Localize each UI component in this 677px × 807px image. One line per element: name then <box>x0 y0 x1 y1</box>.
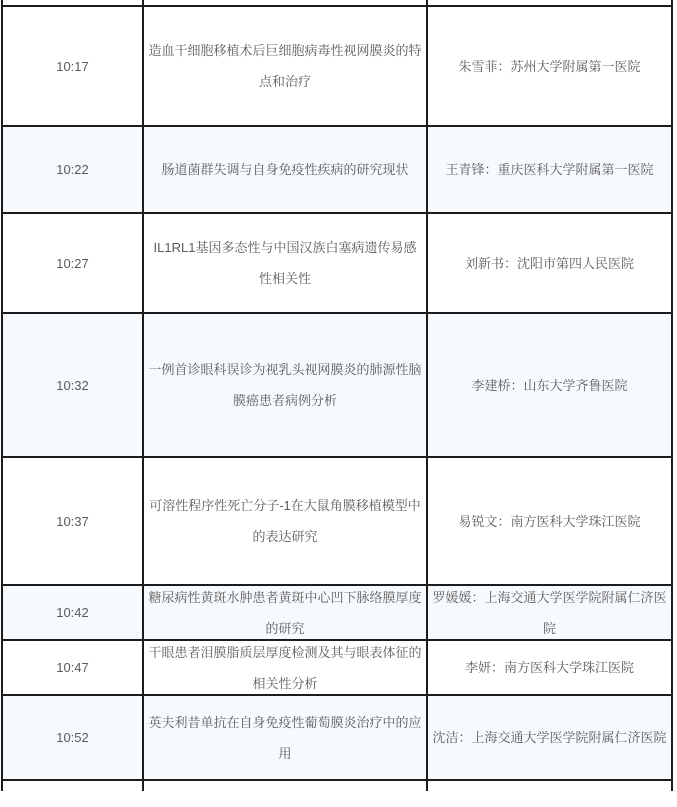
session-time: 10:47 <box>56 660 89 675</box>
speaker-cell <box>426 314 671 456</box>
time-cell <box>3 586 142 639</box>
speaker-cell <box>426 458 671 584</box>
schedule-rows <box>1 7 673 781</box>
schedule-row <box>1 314 673 458</box>
presentation-title: 糖尿病性黄斑水肿患者黄斑中心凹下脉络膜厚度的研究 <box>148 589 422 636</box>
speaker-cell <box>426 0 671 5</box>
speaker-affiliation: 朱雪菲：苏州大学附属第一医院 <box>458 58 641 74</box>
speaker-cell <box>426 7 671 125</box>
presentation-title: 造血干细胞移植术后巨细胞病毒性视网膜炎的特点和治疗 <box>148 43 422 89</box>
session-time: 10:17 <box>56 58 89 74</box>
time-cell <box>3 458 142 584</box>
time-cell <box>3 641 142 694</box>
time-cell <box>3 0 142 5</box>
speaker-affiliation: 易锐文：南方医科大学珠江医院 <box>458 513 641 529</box>
speaker-affiliation: 李建桥：山东大学齐鲁医院 <box>471 377 628 393</box>
title-cell <box>142 586 426 639</box>
title-cell <box>142 0 426 5</box>
schedule-row <box>1 127 673 214</box>
speaker-affiliation: 沈洁：上海交通大学医学院附属仁济医院 <box>432 730 667 745</box>
presentation-title: IL1RL1基因多态性与中国汉族白塞病遗传易感性相关性 <box>153 240 417 286</box>
presentation-title: 英夫利昔单抗在自身免疫性葡萄膜炎治疗中的应用 <box>148 714 422 761</box>
schedule-row <box>1 696 673 781</box>
session-time: 10:52 <box>56 730 89 745</box>
time-cell <box>3 314 142 456</box>
presentation-title: 一例首诊眼科误诊为视乳头视网膜炎的肺源性脑膜癌患者病例分析 <box>148 362 422 408</box>
speaker-affiliation: 李妍：南方医科大学珠江医院 <box>464 660 634 675</box>
presentation-title: 可溶性程序性死亡分子-1在大鼠角膜移植模型中的表达研究 <box>149 498 421 544</box>
partial-row-bottom <box>1 781 673 791</box>
schedule-row <box>1 7 673 127</box>
speaker-cell <box>426 586 671 639</box>
speaker-cell <box>426 127 671 212</box>
session-time: 10:42 <box>56 605 89 620</box>
speaker-cell <box>426 781 671 791</box>
time-cell <box>3 127 142 212</box>
time-cell <box>3 781 142 791</box>
schedule-row <box>1 214 673 314</box>
speaker-affiliation: 王青锋：重庆医科大学附属第一医院 <box>445 162 654 177</box>
title-cell <box>142 781 426 791</box>
time-cell <box>3 7 142 125</box>
presentation-title: 干眼患者泪膜脂质层厚度检测及其与眼表体征的相关性分析 <box>148 644 422 691</box>
session-time: 10:27 <box>56 255 89 271</box>
time-cell <box>3 214 142 312</box>
schedule-table <box>1 0 673 791</box>
title-cell <box>142 127 426 212</box>
title-cell <box>142 458 426 584</box>
title-cell <box>142 641 426 694</box>
title-cell <box>142 214 426 312</box>
session-time: 10:22 <box>56 162 89 177</box>
title-cell <box>142 696 426 779</box>
speaker-affiliation: 罗媛媛：上海交通大学医学院附属仁济医院 <box>432 589 667 636</box>
speaker-affiliation: 刘新书：沈阳市第四人民医院 <box>464 255 634 271</box>
presentation-title: 肠道菌群失调与自身免疫性疾病的研究现状 <box>161 162 409 177</box>
speaker-cell <box>426 696 671 779</box>
schedule-row <box>1 586 673 641</box>
time-cell <box>3 696 142 779</box>
title-cell <box>142 7 426 125</box>
session-time: 10:37 <box>56 513 89 529</box>
schedule-row <box>1 458 673 586</box>
speaker-cell <box>426 641 671 694</box>
title-cell <box>142 314 426 456</box>
session-time: 10:32 <box>56 377 89 393</box>
partial-row-top <box>1 0 673 7</box>
speaker-cell <box>426 214 671 312</box>
schedule-row <box>1 641 673 696</box>
